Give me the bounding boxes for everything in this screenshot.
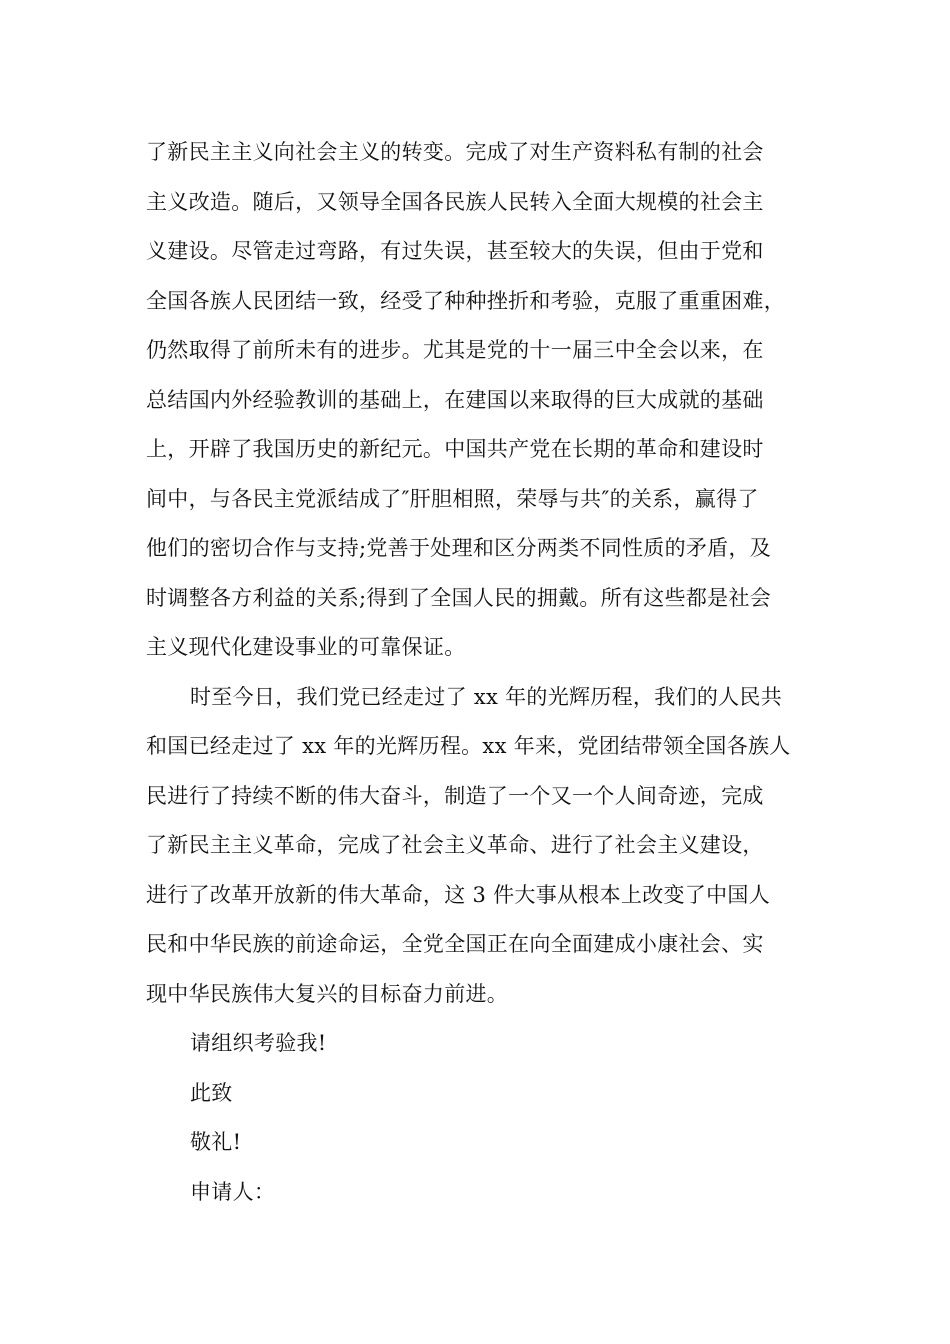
text-line: 现中华民族伟大复兴的目标奋力前进。: [146, 981, 509, 1006]
text-line: 间中，与各民主党派结成了″肝胆相照，荣辱与共″的关系，赢得了: [146, 486, 759, 511]
text-line: 主义改造。随后，又领导全国各民族人民转入全面大规模的社会主: [146, 189, 764, 214]
text-line: 仍然取得了前所未有的进步。尤其是党的十一届三中全会以来，在: [146, 338, 764, 362]
text-line: 义建设。尽管走过弯路，有过失误，甚至较大的失误，但由于党和: [146, 239, 764, 263]
applicant-label: 申请人：: [190, 1179, 276, 1204]
text-line: 民和中华民族的前途命运，全党全国正在向全面建成小康社会、实: [146, 932, 764, 956]
text-line: 和国已经走过了 xx 年的光辉历程。xx 年来，党团结带领全国各族人: [146, 734, 791, 758]
text-line: 总结国内外经验教训的基础上，在建国以来取得的巨大成就的基础: [146, 387, 764, 412]
text-line: 民进行了持续不断的伟大奋斗，制造了一个又一个人间奇迹，完成: [146, 783, 764, 808]
closing-request: 请组织考验我!: [190, 1031, 327, 1055]
salutation-cizhi: 此致: [190, 1080, 233, 1105]
text-line: 了新民主主义革命，完成了社会主义革命、进行了社会主义建设，: [146, 833, 764, 857]
letter-body: [146, 128, 836, 1217]
text-line: 上，开辟了我国历史的新纪元。中国共产党在长期的革命和建设时: [146, 437, 764, 461]
text-line: 进行了改革开放新的伟大革命，这 3 件大事从根本上改变了中国人: [146, 882, 771, 907]
salutation-jingli: 敬礼!: [190, 1130, 242, 1154]
text-line: 全国各族人民团结一致，经受了种种挫折和考验，克服了重重困难，: [146, 288, 785, 313]
text-line: 时调整各方利益的关系;得到了全国人民的拥戴。所有这些都是社会: [146, 585, 772, 610]
paragraph-start-line: 时至今日，我们党已经走过了 xx 年的光辉历程，我们的人民共: [190, 684, 783, 709]
text-line: 他们的密切合作与支持;党善于处理和区分两类不同性质的矛盾，及: [146, 536, 772, 560]
text-line: 了新民主主义向社会主义的转变。完成了对生产资料私有制的社会: [146, 140, 764, 164]
text-line: 主义现代化建设事业的可靠保证。: [146, 635, 466, 659]
